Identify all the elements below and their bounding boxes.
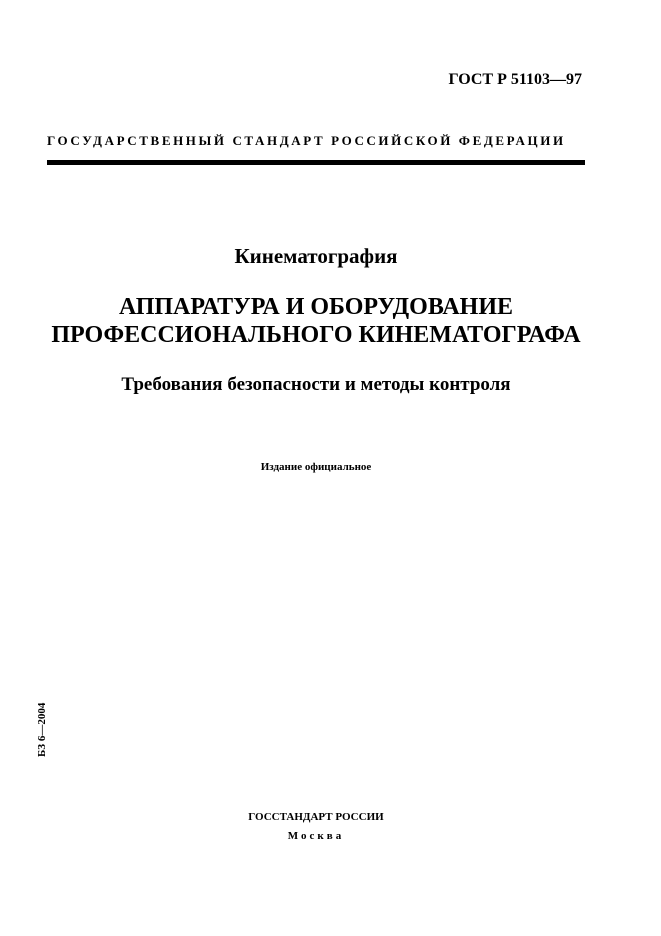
city: Москва (287, 830, 345, 842)
edition-note: Издание официальное (260, 461, 372, 473)
main-title-line-2: ПРОФЕССИОНАЛЬНОГО КИНЕМАТОГРАФА (51, 322, 581, 348)
side-code: БЗ 6—2004 (36, 702, 48, 757)
main-title (0, 293, 632, 349)
category-title: Кинематография (234, 244, 398, 268)
header-rule (47, 160, 585, 165)
publisher: ГОССТАНДАРТ РОССИИ (248, 811, 384, 823)
standard-number: ГОСТ Р 51103—97 (448, 71, 582, 88)
main-title-line-1: АППАРАТУРА И ОБОРУДОВАНИЕ (118, 294, 514, 320)
subtitle: Требования безопасности и методы контроля (121, 374, 511, 395)
standard-type-heading: ГОСУДАРСТВЕННЫЙ СТАНДАРТ РОССИЙСКОЙ ФЕДЕРАЦИИ (47, 133, 566, 148)
